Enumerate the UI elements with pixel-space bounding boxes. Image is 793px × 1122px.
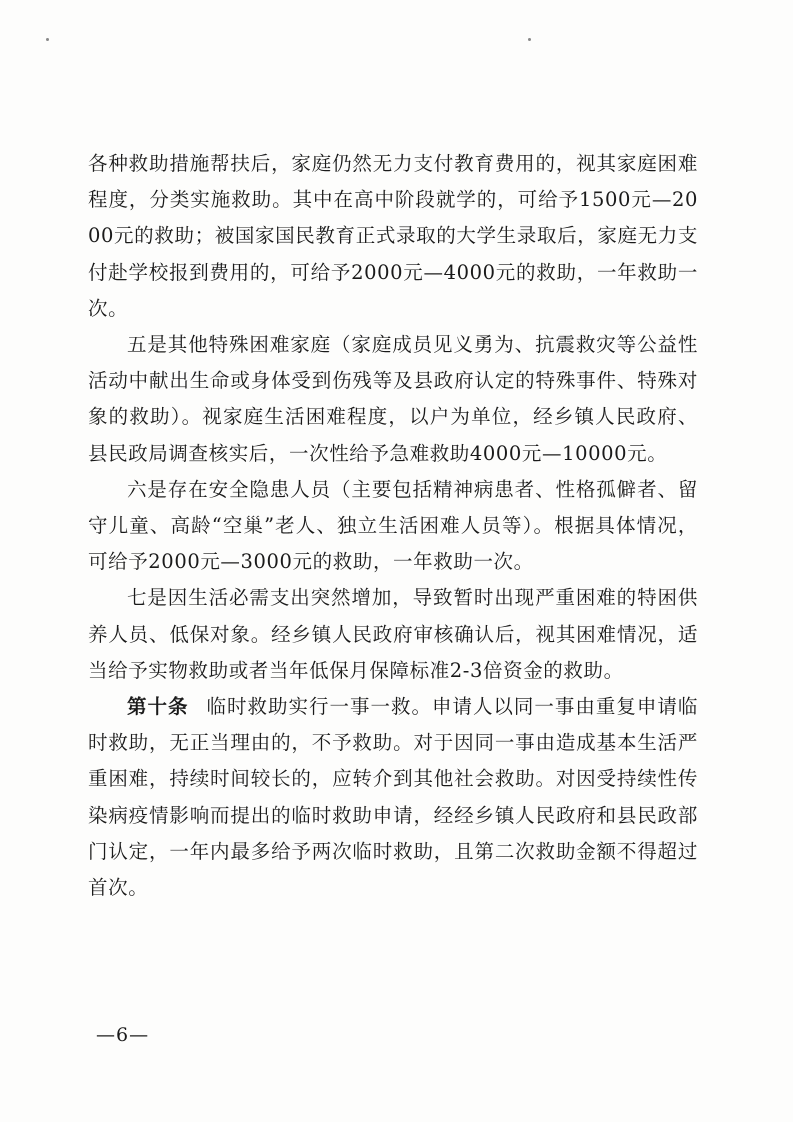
paragraph-3-text: 六是存在安全隐患人员（主要包括精神病患者、性格孤僻者、留守儿童、高龄“空巢”老人、独立生活困难人员等）。根据具体情况，可给予2000元—3000元的救助，一年救助一次。 [88, 477, 698, 574]
paragraph-1-text: 各种救助措施帮扶后，家庭仍然无力支付教育费用的，视其家庭困难程度，分类实施救助。其中在高中阶段就学的，可给予1500元—2000元的救助；被国家国民教育正式录取的大学生录取后，家庭无力支付赴学校报到费用的，可给予2000元—4000元的救助，一年救助一次。 [88, 152, 698, 320]
paragraph-2-text: 五是其他特殊困难家庭（家庭成员见义勇为、抗震救灾等公益性活动中献出生命或身体受到伤残等及县政府认定的特殊事件、特殊对象的救助）。视家庭生活困难程度，以户为单位，经乡镇人民政府、县民政局调查核实后，一次性给予急难救助4000元—10000元。 [88, 333, 698, 465]
paragraph-4 [88, 580, 698, 689]
page-number: —6— [96, 1024, 150, 1046]
document-body [88, 146, 698, 906]
paragraph-5 [88, 689, 698, 906]
paragraph-1 [88, 146, 698, 327]
paragraph-2 [88, 327, 698, 472]
paragraph-3 [88, 472, 698, 581]
article-number: 第十条 [127, 695, 189, 719]
paragraph-4-text: 七是因生活必需支出突然增加，导致暂时出现严重困难的特困供养人员、低保对象。经乡镇人民政府审核确认后，视其困难情况，适当给予实物救助或者当年低保月保障标准2-3倍资金的救助。 [88, 586, 698, 682]
scan-speck [528, 38, 531, 41]
scan-speck [46, 38, 49, 41]
paragraph-5-text: 临时救助实行一事一救。申请人以同一事由重复申请临时救助，无正当理由的，不予救助。对于因同一事由造成基本生活严重困难，持续时间较长的，应转介到其他社会救助。对因受持续性传染病疫情影响而提出的临时救助申请，经经乡镇人民政府和县民政部门认定，一年内最多给予两次临时救助，且第二次救助金额不得超过首次。 [88, 695, 698, 900]
